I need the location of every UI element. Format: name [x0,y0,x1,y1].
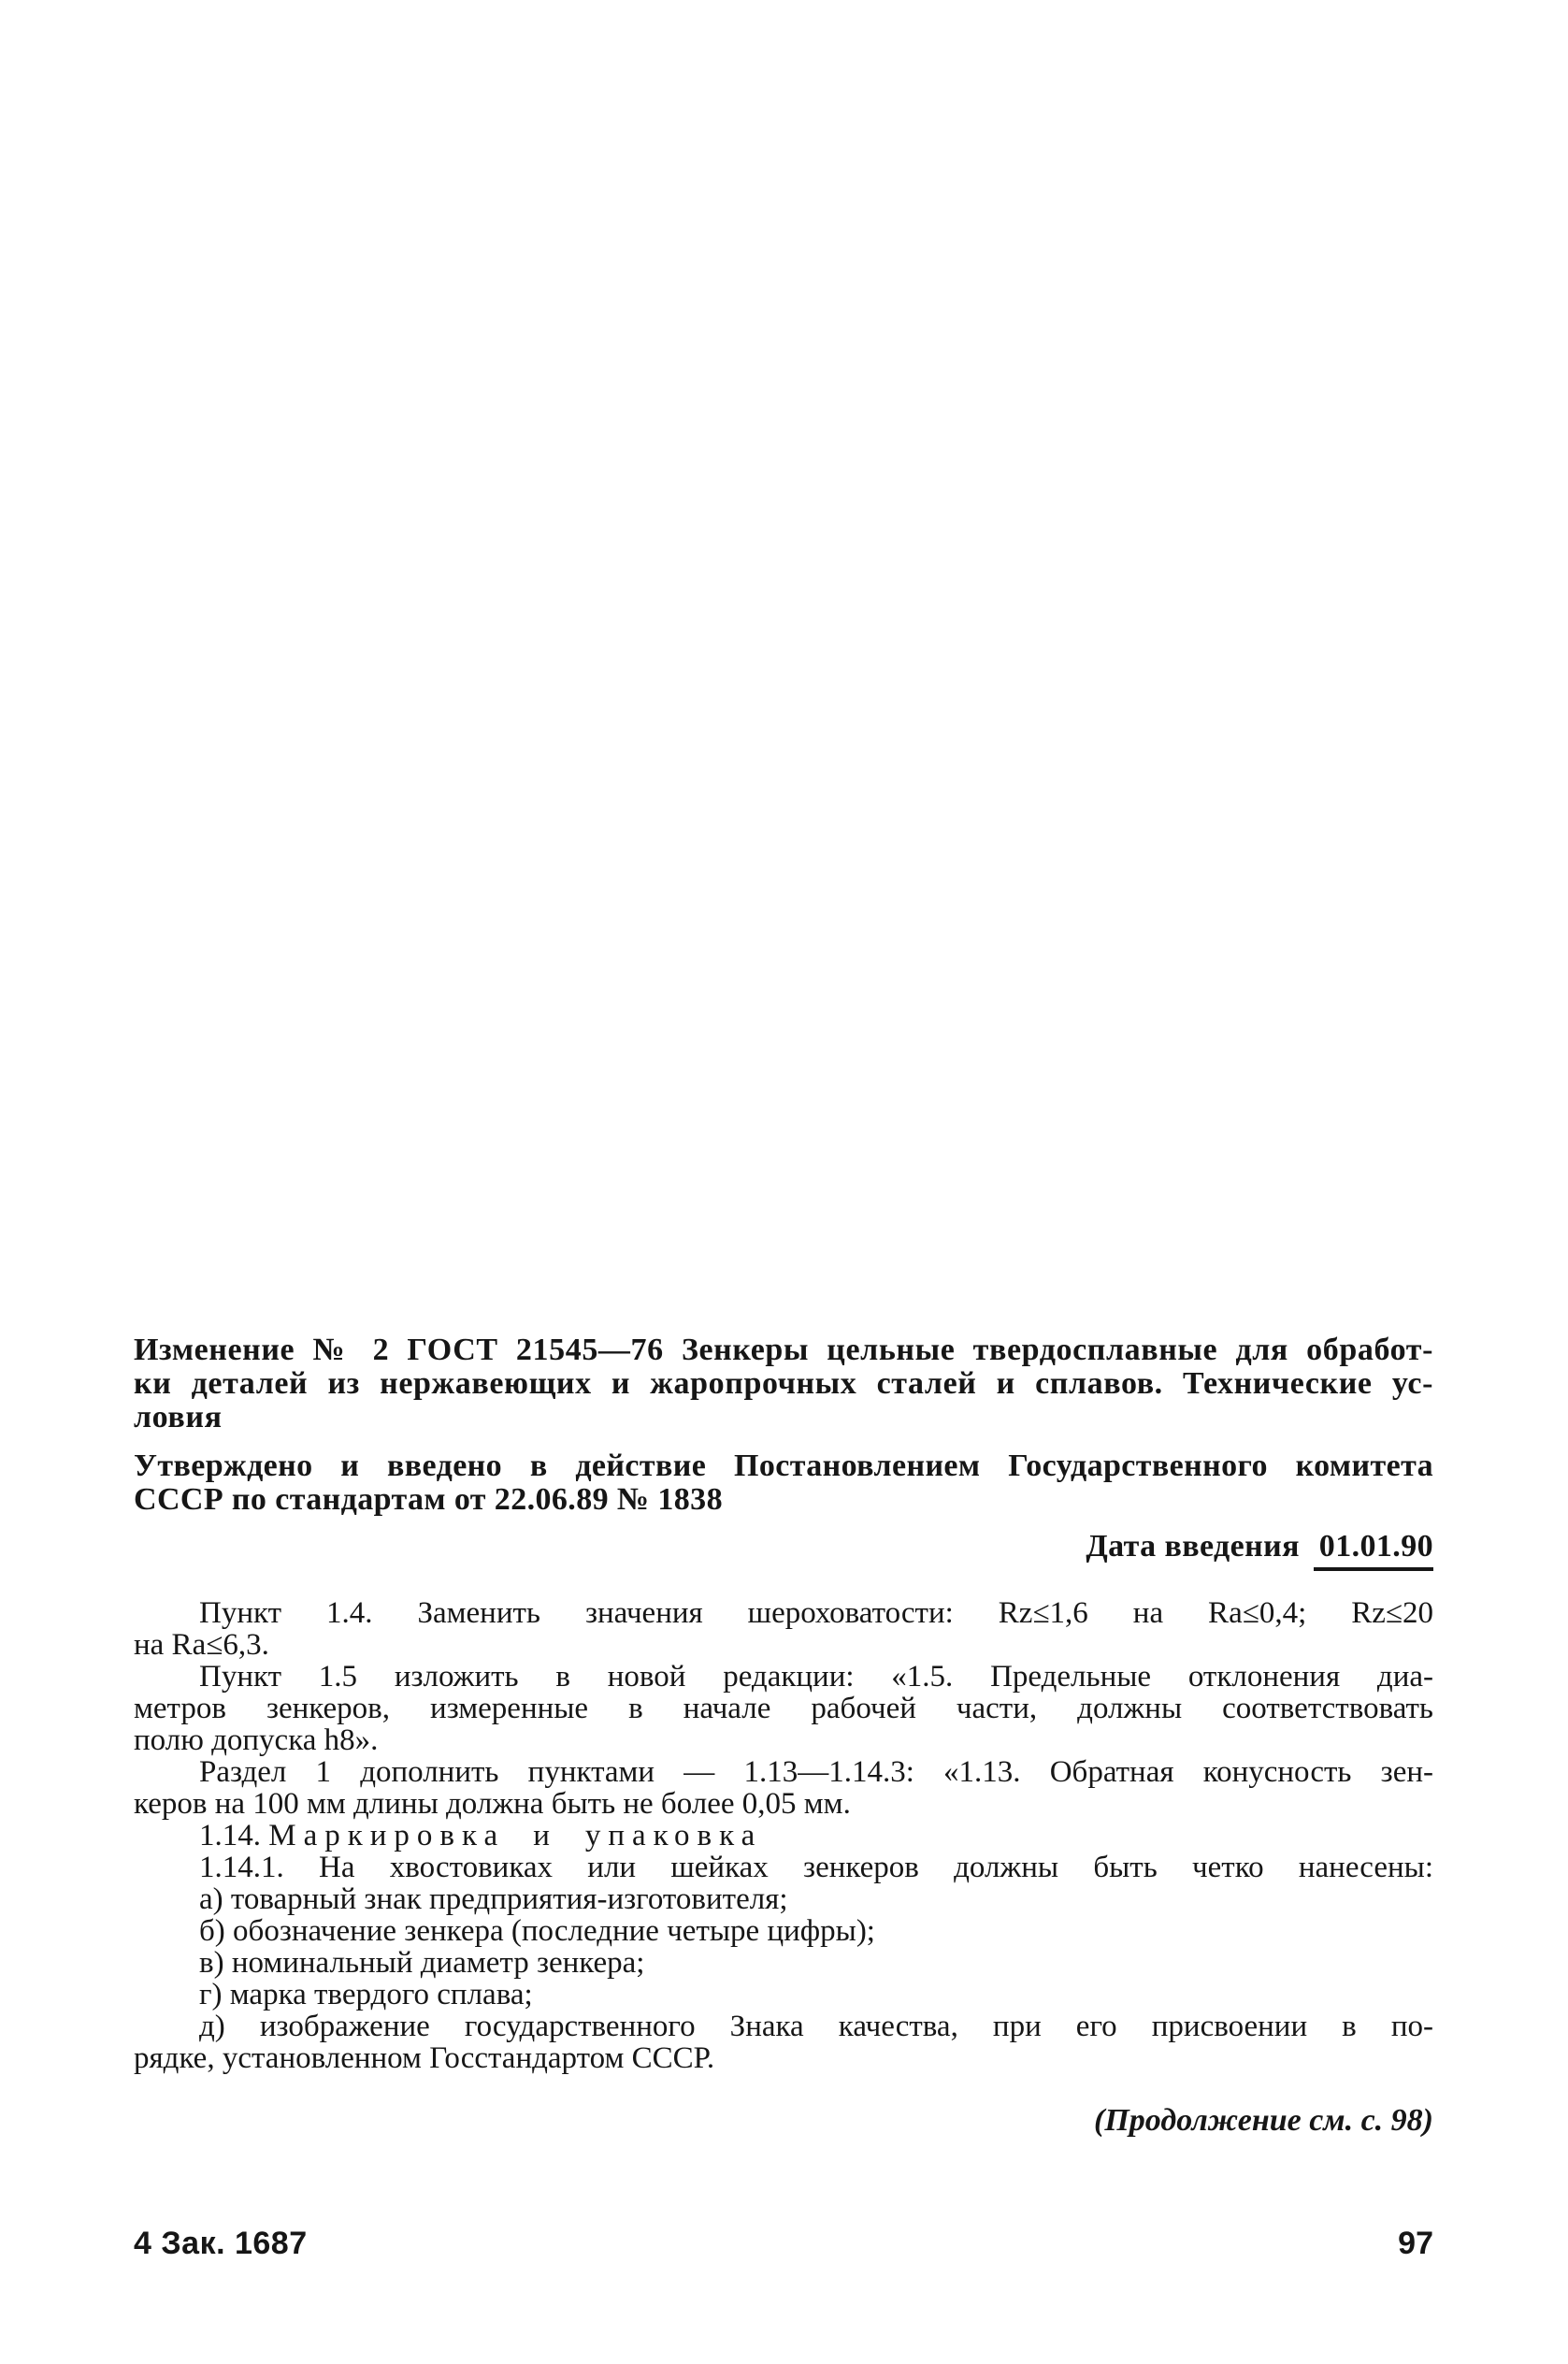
paragraph-line: Раздел 1 дополнить пунктами — 1.13—1.14.3: «1.13. Обратная конусность зен- [199,1755,1433,1789]
section-word: упаковка [584,1819,763,1852]
paragraph-line: Пункт 1.4. Заменить значения шероховатости: Rz≤1,6 на Ra≤0,4; Rz≤20 [199,1596,1433,1630]
effective-date [134,1528,1433,1571]
section-word: и [533,1819,557,1852]
title-line: ловия [134,1400,223,1434]
title-line: Изменение № 2 ГОСТ 21545—76 Зенкеры цельные твердосплавные для обработ- [134,1333,1433,1367]
amendment-content [134,1333,1433,2140]
paragraph-line: 1.14.1. На хвостовиках или шейках зенкеров должны быть четко нанесены: [199,1851,1433,1884]
approval-statement [134,1449,1433,1517]
section-word: Маркировка [268,1819,506,1852]
list-item: в) номинальный диаметр зенкера; [199,1946,645,1980]
paragraph-line: керов на 100 мм длины должна быть не более 0,05 мм. [134,1787,851,1821]
approval-line: Утверждено и введено в действие Постановлением Государственного комитета [134,1449,1433,1483]
list-item: г) марка твердого сплава; [199,1978,533,2011]
effective-date-value: 01.01.90 [1314,1528,1433,1571]
order-number: 4 Зак. 1687 [134,2226,308,2261]
approval-line: СССР по стандартам от 22.06.89 № 1838 [134,1482,723,1517]
section-number: 1.14. [199,1819,261,1852]
amendment-body [134,1597,1433,2074]
title-line: ки деталей из нержавеющих и жаропрочных сталей и сплавов. Технические ус- [134,1366,1433,1401]
page-number: 97 [1398,2226,1433,2261]
list-item: рядке, установленном Госстандартом СССР. [134,2041,715,2075]
amendment-title [134,1333,1433,1434]
paragraph-line: полю допуска h8». [134,1723,379,1757]
list-item: а) товарный знак предприятия-изготовителя; [199,1882,788,1916]
paragraph-line: на Ra≤6,3. [134,1628,269,1662]
effective-date-label: Дата введения [1086,1529,1300,1564]
paragraph-line: Пункт 1.5 изложить в новой редакции: «1.5. Предельные отклонения диа- [199,1660,1433,1694]
paragraph-line: метров зенкеров, измеренные в начале рабочей части, должны соответствовать [134,1692,1433,1725]
section-heading [134,1820,1433,1852]
continuation-note: (Продолжение см. с. 98) [1094,2103,1433,2138]
list-item: б) обозначение зенкера (последние четыре цифры); [199,1914,875,1948]
list-item: д) изображение государственного Знака качества, при его присвоении в по- [199,2010,1433,2043]
